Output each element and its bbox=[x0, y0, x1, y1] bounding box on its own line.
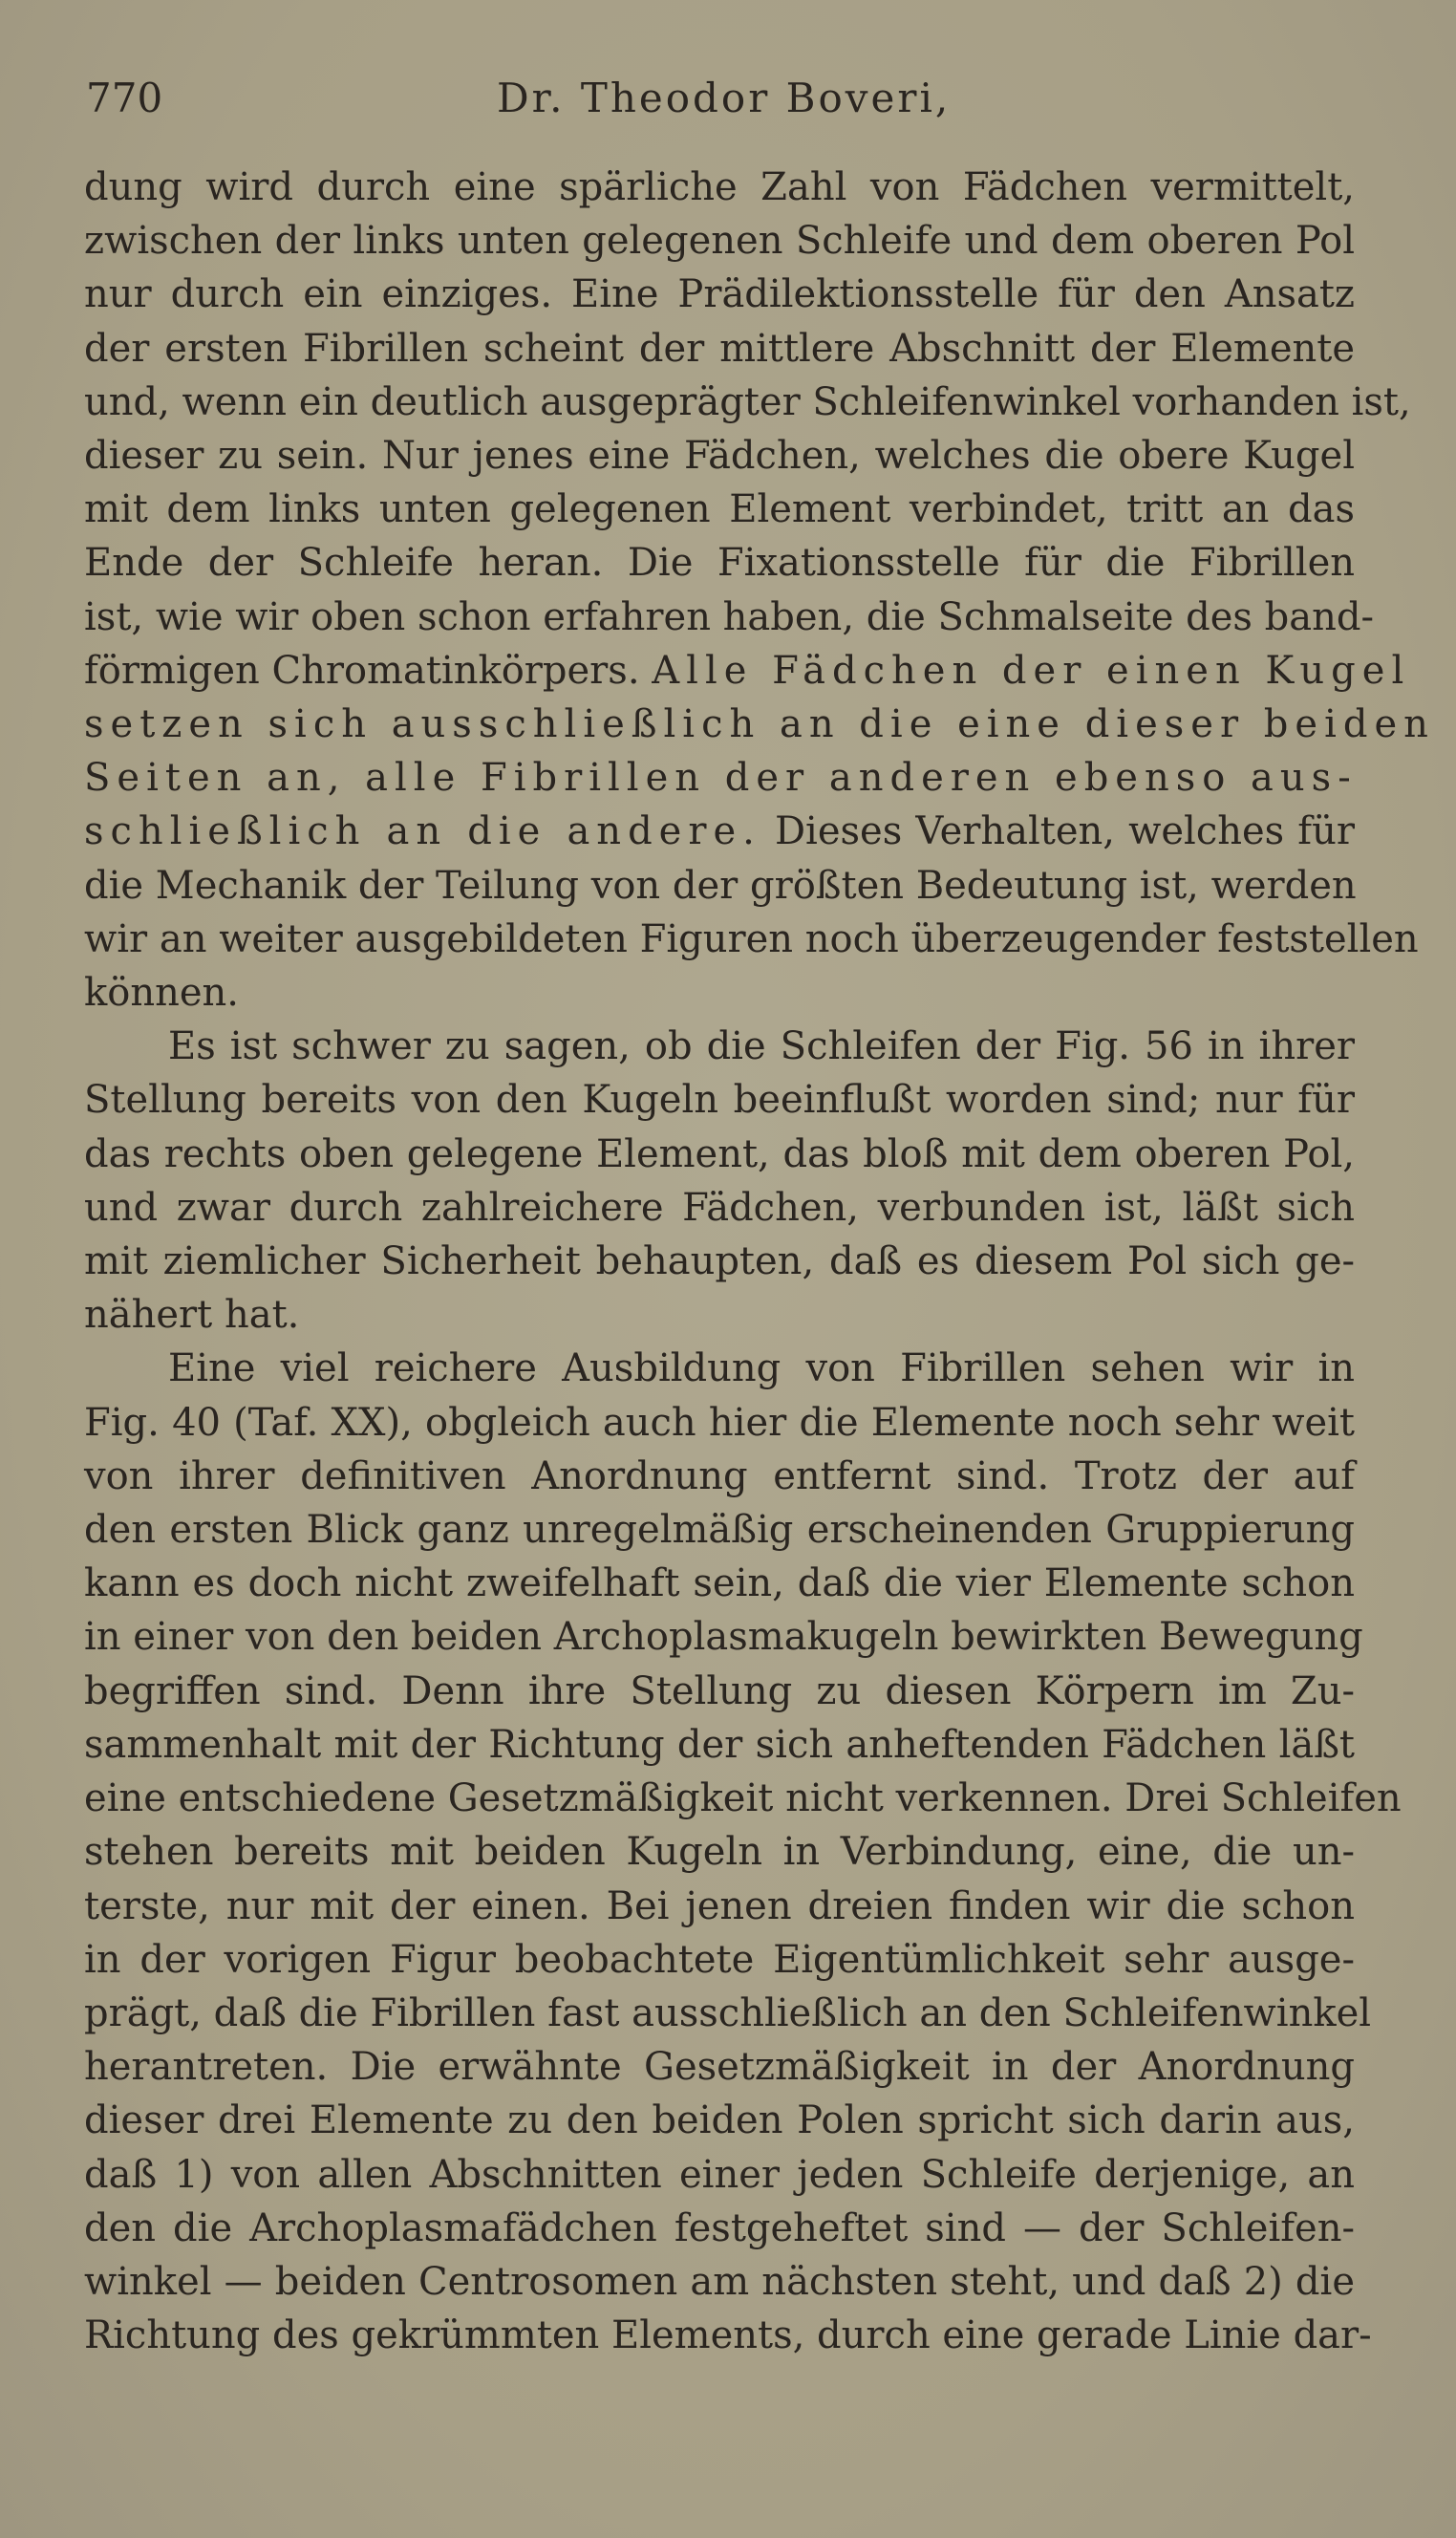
text-line: den ersten Blick ganz unregelmäßig erscheinenden Gruppierung bbox=[84, 1508, 1355, 1553]
text-line: Richtung des gekrümmten Elements, durch eine gerade Linie dar- bbox=[84, 2313, 1372, 2358]
text-line: eine entschiedene Gesetzmäßigkeit nicht verkennen. Drei Schleifen bbox=[84, 1776, 1402, 1821]
text-line: zwischen der links unten gelegenen Schleife und dem oberen Pol bbox=[84, 219, 1355, 264]
text-line bbox=[84, 805, 1355, 858]
text-line: den die Archoplasmafädchen festgeheftet sind — der Schleifen- bbox=[84, 2205, 1355, 2250]
text-line: kann es doch nicht zweifelhaft sein, daß die vier Elemente schon bbox=[84, 1561, 1355, 1606]
text-line: Stellung bereits von den Kugeln beeinflußt worden sind; nur für bbox=[84, 1078, 1355, 1123]
text-line: der ersten Fibrillen scheint der mittlere Abschnitt der Elemente bbox=[84, 326, 1355, 371]
text-line: daß 1) von allen Abschnitten einer jeden Schleife derjenige, an bbox=[84, 2152, 1355, 2197]
text-line: Eine viel reichere Ausbildung von Fibrillen sehen wir in bbox=[168, 1346, 1355, 1391]
text-line: in der vorigen Figur beobachtete Eigentümlichkeit sehr ausge- bbox=[84, 1937, 1355, 1982]
text-line: Seiten an, alle Fibrillen der anderen ebenso aus- bbox=[84, 756, 1358, 801]
text-line: dieser zu sein. Nur jenes eine Fädchen, welches die obere Kugel bbox=[84, 434, 1355, 479]
text-line: und zwar durch zahlreichere Fädchen, verbunden ist, läßt sich bbox=[84, 1185, 1355, 1230]
text-line: terste, nur mit der einen. Bei jenen dreien finden wir die schon bbox=[84, 1883, 1355, 1928]
text-line: können. bbox=[84, 971, 239, 1016]
body-text bbox=[84, 161, 1435, 2362]
text-line: stehen bereits mit beiden Kugeln in Verbindung, eine, die un- bbox=[84, 1830, 1355, 1875]
text-line: prägt, daß die Fibrillen fast ausschließlich an den Schleifenwinkel bbox=[84, 1990, 1372, 2035]
text-line-part: förmigen Chromatinkörpers. bbox=[84, 648, 653, 693]
text-line: mit dem links unten gelegenen Element verbindet, tritt an das bbox=[84, 487, 1355, 532]
text-line: winkel — beiden Centrosomen am nächsten steht, und daß 2) die bbox=[84, 2259, 1355, 2304]
text-line: dung wird durch eine spärliche Zahl von Fädchen vermittelt, bbox=[84, 165, 1355, 209]
text-line: Fig. 40 (Taf. XX), obgleich auch hier die Elemente noch sehr weit bbox=[84, 1400, 1355, 1445]
text-line: in einer von den beiden Archoplasmakugeln bewirkten Bewegung bbox=[84, 1615, 1363, 1660]
text-line: die Mechanik der Teilung von der größten Bedeutung ist, werden bbox=[84, 863, 1357, 908]
text-line: dieser drei Elemente zu den beiden Polen spricht sich darin aus, bbox=[84, 2098, 1355, 2143]
page-header bbox=[86, 75, 1357, 132]
page-number: 770 bbox=[86, 75, 163, 121]
text-line: sammenhalt mit der Richtung der sich anheftenden Fädchen läßt bbox=[84, 1722, 1355, 1767]
text-line: mit ziemlicher Sicherheit behaupten, daß es diesem Pol sich ge- bbox=[84, 1239, 1355, 1284]
text-line: setzen sich ausschließlich an die eine dieser beiden bbox=[84, 702, 1435, 747]
text-line bbox=[84, 644, 1411, 698]
text-line-part: Dieses Verhalten, welches für bbox=[760, 809, 1355, 854]
text-line: ist, wie wir oben schon erfahren haben, die Schmalseite des band- bbox=[84, 594, 1374, 639]
text-line: Es ist schwer zu sagen, ob die Schleifen der Fig. 56 in ihrer bbox=[168, 1024, 1355, 1069]
text-line-part: Alle Fädchen der einen Kugel bbox=[652, 648, 1411, 693]
text-line: begriffen sind. Denn ihre Stellung zu diesen Körpern im Zu- bbox=[84, 1668, 1355, 1713]
text-line-part: schließlich an die andere. bbox=[84, 809, 761, 854]
text-line: das rechts oben gelegene Element, das bloß mit dem oberen Pol, bbox=[84, 1131, 1355, 1176]
text-line: nur durch ein einziges. Eine Prädilektionsstelle für den Ansatz bbox=[84, 272, 1355, 317]
text-line: von ihrer definitiven Anordnung entfernt sind. Trotz der auf bbox=[84, 1453, 1355, 1498]
text-line: herantreten. Die erwähnte Gesetzmäßigkeit in der Anordnung bbox=[84, 2045, 1355, 2090]
text-line: wir an weiter ausgebildeten Figuren noch überzeugender feststellen bbox=[84, 916, 1419, 961]
text-line: und, wenn ein deutlich ausgeprägter Schleifenwinkel vorhanden ist, bbox=[84, 379, 1411, 424]
running-head: Dr. Theodor Boveri, bbox=[497, 75, 952, 121]
text-line: nähert hat. bbox=[84, 1293, 300, 1338]
text-line: Ende der Schleife heran. Die Fixationsstelle für die Fibrillen bbox=[84, 541, 1355, 586]
